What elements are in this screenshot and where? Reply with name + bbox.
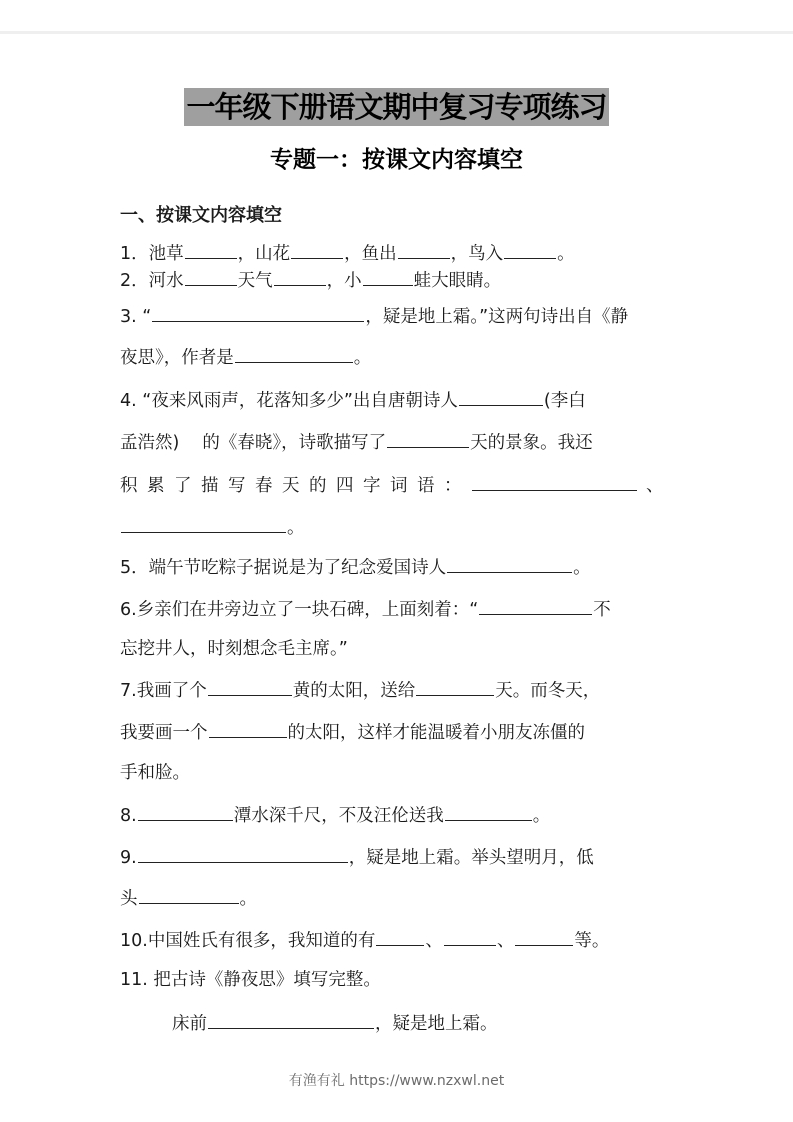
question-7	[120, 678, 600, 703]
q3-text: 。	[353, 348, 372, 368]
q1-text: ，鸟入	[450, 244, 504, 264]
top-divider	[0, 31, 793, 34]
answer-blank[interactable]	[185, 268, 237, 286]
q7-text: 黄的太阳，送给	[292, 681, 416, 701]
question-2	[120, 268, 501, 293]
q1-text: 1．池草	[120, 244, 184, 264]
q5-text: 5．端午节吃粽子据说是为了纪念爱国诗人	[120, 558, 447, 578]
question-11	[120, 968, 381, 992]
q2-text: 2．河水	[120, 271, 184, 291]
q7-text: 的太阳，这样才能温暖着小朋友冻僵的	[287, 723, 585, 743]
q10-text: 10.中国姓氏有很多，我知道的有	[120, 931, 376, 951]
q4-text: 、	[646, 476, 664, 496]
q7-text: 7.我画了个	[120, 681, 207, 701]
q2-text: ，小	[326, 271, 362, 291]
q7-text: 天。而冬天，	[495, 681, 601, 701]
answer-blank[interactable]	[515, 928, 573, 946]
q7-text: 手和脸。	[120, 763, 190, 783]
answer-blank[interactable]	[291, 241, 343, 259]
q9-text: 9.	[120, 848, 137, 868]
q3-text: 夜思》，作者是	[120, 348, 234, 368]
q3-text: 3. “	[120, 307, 152, 327]
q6-text: 不	[593, 600, 611, 620]
section-heading: 一、按课文内容填空	[120, 205, 282, 226]
q11-text: 床前	[172, 1014, 207, 1034]
answer-blank[interactable]	[208, 1011, 374, 1029]
answer-blank[interactable]	[459, 388, 543, 406]
question-3	[120, 304, 628, 329]
answer-blank[interactable]	[209, 720, 287, 738]
answer-blank[interactable]	[138, 803, 233, 821]
q9-text: ，疑是地上霜。举头望明月，低	[348, 848, 594, 868]
answer-blank[interactable]	[387, 430, 469, 448]
answer-blank[interactable]	[121, 515, 286, 533]
question-6-line-2	[120, 637, 348, 661]
question-4-line-4	[120, 515, 305, 540]
question-4	[120, 388, 586, 413]
answer-blank[interactable]	[472, 473, 637, 491]
question-3-line-2	[120, 345, 371, 370]
q4-text: 天的景象。我还	[470, 433, 593, 453]
q1-text: ，鱼出	[344, 244, 397, 264]
question-7-line-3	[120, 761, 190, 785]
answer-blank[interactable]	[444, 928, 496, 946]
q4-text: 孟浩然) 的《春晓》，诗歌描写了	[120, 433, 387, 453]
answer-blank[interactable]	[398, 241, 450, 259]
question-4-line-3	[120, 473, 664, 498]
question-4-line-2	[120, 430, 593, 455]
question-9-line-2	[120, 886, 257, 911]
answer-blank[interactable]	[208, 678, 292, 696]
q10-text: 等。	[574, 931, 610, 951]
q8-text: 。	[532, 806, 551, 826]
answer-blank[interactable]	[447, 555, 572, 573]
q4-text: 积累了描写春天的四字词语：	[120, 476, 471, 496]
q10-text: 、	[496, 931, 515, 951]
q11-text: ，疑是地上霜。	[375, 1014, 498, 1034]
answer-blank[interactable]	[274, 268, 326, 286]
q6-text: 忘挖井人，时刻想念毛主席。”	[120, 639, 348, 659]
document-title: 一年级下册语文期中复习专项练习	[186, 90, 607, 124]
q9-text: 头	[120, 889, 138, 909]
q3-text: ，疑是地上霜。”这两句诗出自《静	[365, 307, 629, 327]
q8-text: 8.	[120, 806, 137, 826]
answer-blank[interactable]	[445, 803, 532, 821]
question-11-line-2	[172, 1011, 498, 1036]
q8-text: 潭水深千尺，不及汪伦送我	[233, 806, 444, 826]
footer-watermark: 有渔有礼 https://www.nzxwl.net	[288, 1073, 505, 1089]
q11-text: 11. 把古诗《静夜思》填写完整。	[120, 970, 381, 990]
answer-blank[interactable]	[504, 241, 556, 259]
answer-blank[interactable]	[139, 886, 239, 904]
q5-text: 。	[573, 558, 591, 578]
q7-text: 我要画一个	[120, 723, 208, 743]
q2-text: 天气	[237, 271, 273, 291]
question-6	[120, 597, 611, 622]
q10-text: 、	[425, 931, 443, 951]
title-container	[0, 88, 793, 126]
q6-text: 6.乡亲们在井旁边立了一块石碑，上面刻着：“	[120, 600, 479, 620]
q2-text: 蛙大眼睛。	[413, 271, 502, 291]
question-7-line-2	[120, 720, 585, 745]
answer-blank[interactable]	[479, 597, 592, 615]
q1-text: 。	[557, 244, 575, 264]
question-8	[120, 803, 550, 828]
answer-blank[interactable]	[152, 304, 364, 322]
answer-blank[interactable]	[376, 928, 424, 946]
question-10	[120, 928, 609, 953]
q1-text: ，山花	[237, 244, 291, 264]
document-subtitle: 专题一：按课文内容填空	[270, 147, 523, 173]
answer-blank[interactable]	[235, 345, 353, 363]
question-1	[120, 241, 575, 266]
q4-text: (李白	[543, 391, 586, 411]
question-5	[120, 555, 591, 580]
answer-blank[interactable]	[185, 241, 237, 259]
answer-blank[interactable]	[363, 268, 413, 286]
answer-blank[interactable]	[138, 845, 348, 863]
q4-text: 4. “夜来风雨声，花落知多少”出自唐朝诗人	[120, 391, 458, 411]
q9-text: 。	[239, 889, 257, 909]
q4-text: 。	[287, 518, 305, 538]
answer-blank[interactable]	[416, 678, 494, 696]
question-9	[120, 845, 594, 870]
